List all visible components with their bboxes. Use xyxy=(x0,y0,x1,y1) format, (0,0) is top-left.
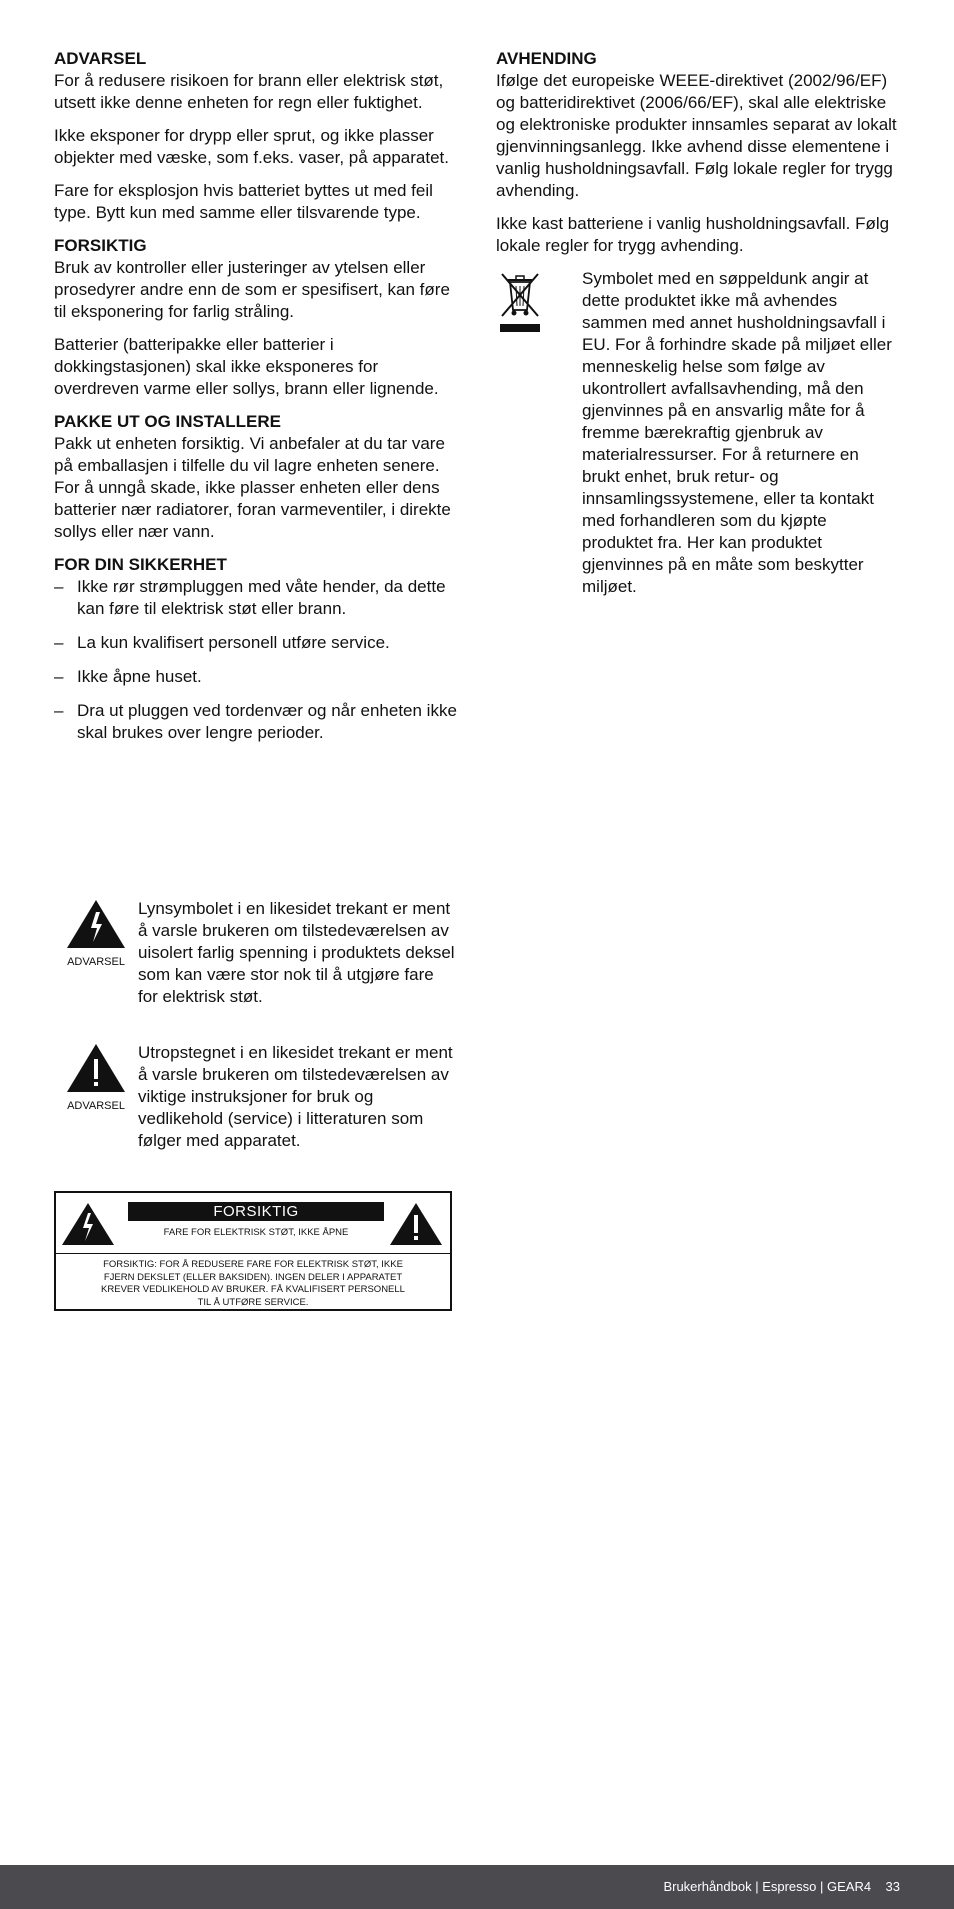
lightning-warning-row xyxy=(54,898,464,1008)
section-advarsel xyxy=(54,48,462,224)
exclamation-triangle-icon xyxy=(65,1042,127,1094)
dash-marker: – xyxy=(54,577,64,596)
right-column xyxy=(496,48,900,598)
warning-caption: ADVARSEL xyxy=(67,1100,125,1112)
heading-pakke: PAKKE UT OG INSTALLERE xyxy=(54,412,281,431)
lightning-triangle-icon xyxy=(65,898,127,950)
list-item xyxy=(54,666,462,688)
caution-subtitle: FARE FOR ELEKTRISK STØT, IKKE ÅPNE xyxy=(163,1227,349,1238)
forsiktig-paragraph-1: Bruk av kontroller eller justeringer av ytelsen eller prosedyrer andre enn de som er spesifisert, kan føre til eksponering for farlig stråling. xyxy=(54,258,450,321)
page-number: 33 xyxy=(885,1879,900,1894)
exclamation-warning-row xyxy=(54,1042,464,1152)
list-item xyxy=(54,576,462,620)
weee-description: Symbolet med en søppeldunk angir at dette produktet ikke må avhendes sammen med annet husholdningsavfall i EU. For å forhindre skade på miljøet eller menneskelig helse som følge av ukontrollert avfallsavhending, må den gjenvinnes på en ansvarlig måte for å fremme bærekraftig gjenbruk av materialressurser. For å returnere en brukt enhet, bruk retur- og innsamlingssystemene, eller ta kontakt med forhandleren som du kjøpte produktet fra. Her kan produktet gjenvinnes på en måte som beskytter miljøet. xyxy=(582,269,892,596)
section-pakke xyxy=(54,411,462,543)
list-item xyxy=(54,700,462,744)
list-item-text: Dra ut pluggen ved tordenvær og når enheten ikke skal brukes over lengre perioder. xyxy=(77,701,457,742)
caution-body-text: FORSIKTIG: FOR Å REDUSERE FARE FOR ELEKTRISK STØT, IKKE FJERN DEKSLET (ELLER BAKSIDEN). INGEN DELER I APPARATET KREVER VEDLIKEHOLD AV BRUKER. FÅ KVALIFISERT PERSONELL TIL Å UTFØRE SERVICE. xyxy=(101,1259,405,1308)
list-item-text: La kun kvalifisert personell utføre service. xyxy=(77,633,390,652)
dash-marker: – xyxy=(54,667,64,686)
exclamation-warning-text: Utropstegnet i en likesidet trekant er ment å varsle brukeren om tilstedeværelsen av viktige instruksjoner for bruk og vedlikehold (service) i litteraturen som følger med apparatet. xyxy=(138,1043,453,1150)
footer-title: Brukerhåndbok | Espresso | GEAR4 xyxy=(663,1879,872,1894)
lightning-warning-symbol xyxy=(54,898,138,1008)
heading-avhending: AVHENDING xyxy=(496,49,597,68)
exclamation-warning-symbol xyxy=(54,1042,138,1152)
footer-text xyxy=(663,1865,900,1909)
heading-sikkerhet: FOR DIN SIKKERHET xyxy=(54,555,227,574)
heading-advarsel: ADVARSEL xyxy=(54,49,147,68)
heading-forsiktig: FORSIKTIG xyxy=(54,236,147,255)
advarsel-paragraph-1: For å redusere risikoen for brann eller elektrisk støt, utsett ikke denne enheten for regn eller fuktighet. xyxy=(54,71,444,112)
lightning-warning-text: Lynsymbolet i en likesidet trekant er ment å varsle brukeren om tilstedeværelsen av uisolert farlig spenning i produktets deksel som kan være stor nok til å utgjøre fare for elektrisk støt. xyxy=(138,899,455,1006)
avhending-paragraph-2: Ikke kast batteriene i vanlig husholdningsavfall. Følg lokale regler for trygg avhending. xyxy=(496,214,890,255)
list-item-text: Ikke rør strømpluggen med våte hender, da dette kan føre til elektrisk støt eller brann. xyxy=(77,577,446,618)
pakke-paragraph-1: Pakk ut enheten forsiktig. Vi anbefaler at du tar vare på emballasjen i tilfelle du vil lagre enheten senere. For å unngå skade, ikke plasser enheten eller dens batterier nær radiatorer, foran varmeventiler, i direkte sollys eller nær vann. xyxy=(54,434,451,541)
safety-list xyxy=(54,576,462,744)
section-forsiktig xyxy=(54,235,462,400)
section-sikkerhet xyxy=(54,554,462,744)
list-item xyxy=(54,632,462,654)
warning-caption: ADVARSEL xyxy=(67,956,125,968)
list-item-text: Ikke åpne huset. xyxy=(77,667,202,686)
forsiktig-paragraph-2: Batterier (batteripakke eller batterier i dokkingstasjonen) skal ikke eksponeres for overdreven varme eller sollys, brann eller lignende. xyxy=(54,335,439,398)
exclamation-triangle-icon xyxy=(388,1201,444,1247)
avhending-paragraph-1: Ifølge det europeiske WEEE-direktivet (2002/96/EF) og batteridirektivet (2006/66/EF), skal alle elektriske og elektroniske produkter innsamles separat av lokalt gjenvinningsanlegg. Ikke avhend disse elementene i vanlig husholdningsavfall. Følg lokale regler for trygg avhending. xyxy=(496,71,897,200)
caution-label xyxy=(54,1191,452,1311)
left-column xyxy=(54,48,462,756)
dash-marker: – xyxy=(54,633,64,652)
weee-block xyxy=(496,268,900,598)
advarsel-paragraph-3: Fare for eksplosjon hvis batteriet byttes ut med feil type. Bytt kun med samme eller tilsvarende type. xyxy=(54,181,433,222)
caution-label-header xyxy=(56,1193,450,1254)
page-footer xyxy=(0,1865,954,1909)
lightning-triangle-icon xyxy=(60,1201,116,1247)
caution-title: FORSIKTIG xyxy=(128,1202,384,1221)
dash-marker: – xyxy=(54,701,64,720)
advarsel-paragraph-2: Ikke eksponer for drypp eller sprut, og ikke plasser objekter med væske, som f.eks. vaser, på apparatet. xyxy=(54,126,449,167)
crossed-bin-icon xyxy=(496,268,582,598)
section-avhending xyxy=(496,48,900,598)
